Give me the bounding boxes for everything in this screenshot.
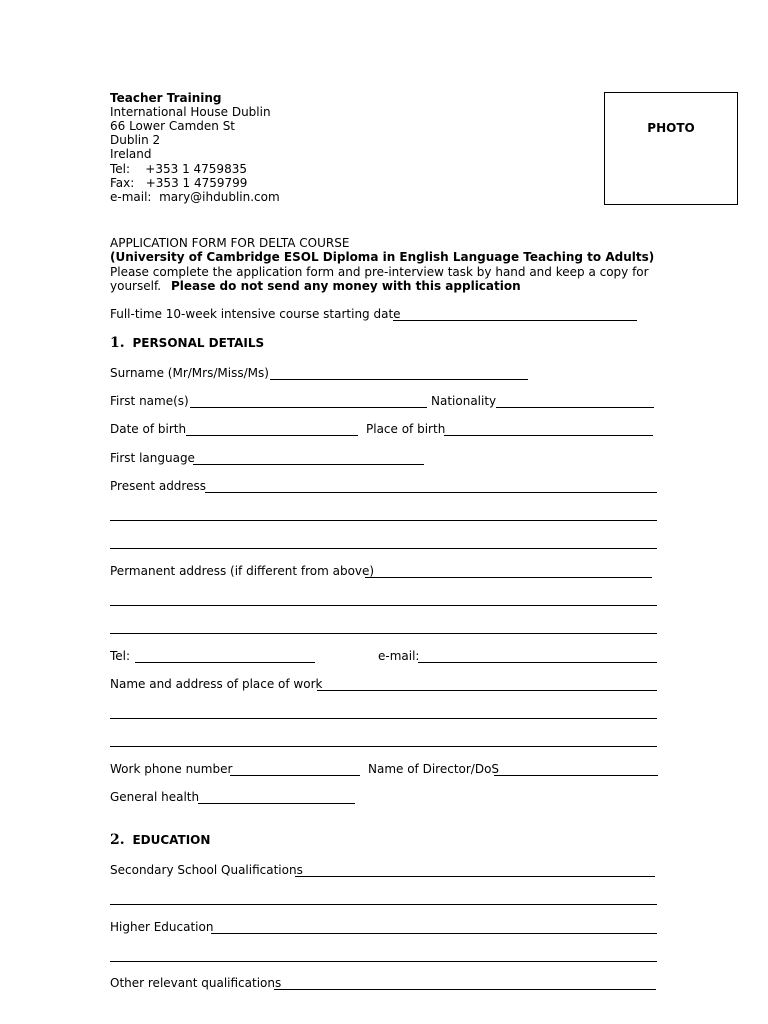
work-phone-label: Work phone number (110, 762, 233, 776)
workplace-line-2[interactable] (110, 718, 657, 719)
nationality-label: Nationality (431, 394, 497, 408)
workplace-line-3[interactable] (110, 746, 657, 747)
instructions-yourself: yourself. (110, 279, 162, 293)
dob-label: Date of birth (110, 422, 187, 436)
workplace-field[interactable] (317, 690, 657, 691)
instructions-warning: Please do not send any money with this application (170, 279, 521, 293)
section-1-number: 1. (110, 335, 125, 351)
photo-box (604, 92, 738, 205)
address-line-3: Dublin 2 (110, 133, 161, 147)
form-title: APPLICATION FORM FOR DELTA COURSE (110, 236, 350, 250)
tel-field[interactable] (135, 662, 315, 663)
secondary-line-2[interactable] (110, 904, 657, 905)
course-start-label: Full-time 10-week intensive course starting date (110, 307, 401, 321)
section-1-heading (110, 335, 264, 351)
director-field[interactable] (494, 775, 658, 776)
fax-line: Fax: +353 1 4759799 (110, 176, 248, 190)
higher-education-field[interactable] (211, 933, 657, 934)
tel-line: Tel: +353 1 4759835 (110, 162, 247, 176)
secondary-label: Secondary School Qualifications (110, 863, 303, 877)
present-address-label: Present address (110, 479, 206, 493)
section-1-title: PERSONAL DETAILS (132, 336, 265, 350)
address-line-2: 66 Lower Camden St (110, 119, 236, 133)
org-title: Teacher Training (110, 91, 222, 105)
secondary-field[interactable] (295, 876, 655, 877)
course-start-field[interactable] (393, 320, 637, 321)
address-line-1: International House Dublin (110, 105, 271, 119)
work-phone-field[interactable] (230, 775, 360, 776)
higher-education-label: Higher Education (110, 920, 214, 934)
form-subtitle: (University of Cambridge ESOL Diploma in English Language Teaching to Adults) (110, 250, 655, 264)
email-label: e-mail: (378, 649, 420, 663)
section-2-number: 2. (110, 832, 125, 848)
surname-field[interactable] (270, 379, 528, 380)
instructions-line-2 (110, 279, 521, 293)
first-language-field[interactable] (193, 464, 424, 465)
email-field[interactable] (418, 662, 657, 663)
health-label: General health (110, 790, 200, 804)
other-qualifications-label: Other relevant qualifications (110, 976, 282, 990)
first-names-field[interactable] (190, 407, 427, 408)
tel-label: Tel: (110, 649, 131, 663)
section-2-title: EDUCATION (132, 833, 211, 847)
photo-label: PHOTO (647, 121, 695, 135)
director-label: Name of Director/DoS (368, 762, 500, 776)
permanent-address-line-3[interactable] (110, 633, 657, 634)
permanent-address-line-2[interactable] (110, 605, 657, 606)
dob-field[interactable] (186, 435, 358, 436)
present-address-line-3[interactable] (110, 548, 657, 549)
nationality-field[interactable] (496, 407, 654, 408)
permanent-address-label: Permanent address (if different from above) (110, 564, 375, 578)
higher-education-line-2[interactable] (110, 961, 657, 962)
pob-field[interactable] (444, 435, 653, 436)
surname-label: Surname (Mr/Mrs/Miss/Ms) (110, 366, 269, 380)
email-line: e-mail: mary@ihdublin.com (110, 190, 280, 204)
present-address-line-2[interactable] (110, 520, 657, 521)
workplace-label: Name and address of place of work (110, 677, 323, 691)
present-address-field[interactable] (205, 492, 657, 493)
first-language-label: First language (110, 451, 195, 465)
section-2-heading (110, 832, 210, 848)
first-names-label: First name(s) (110, 394, 189, 408)
pob-label: Place of birth (366, 422, 446, 436)
health-field[interactable] (198, 803, 355, 804)
permanent-address-field[interactable] (365, 577, 652, 578)
address-line-4: Ireland (110, 147, 152, 161)
instructions-line-1: Please complete the application form and pre-interview task by hand and keep a copy for (110, 265, 649, 279)
other-qualifications-field[interactable] (274, 989, 656, 990)
